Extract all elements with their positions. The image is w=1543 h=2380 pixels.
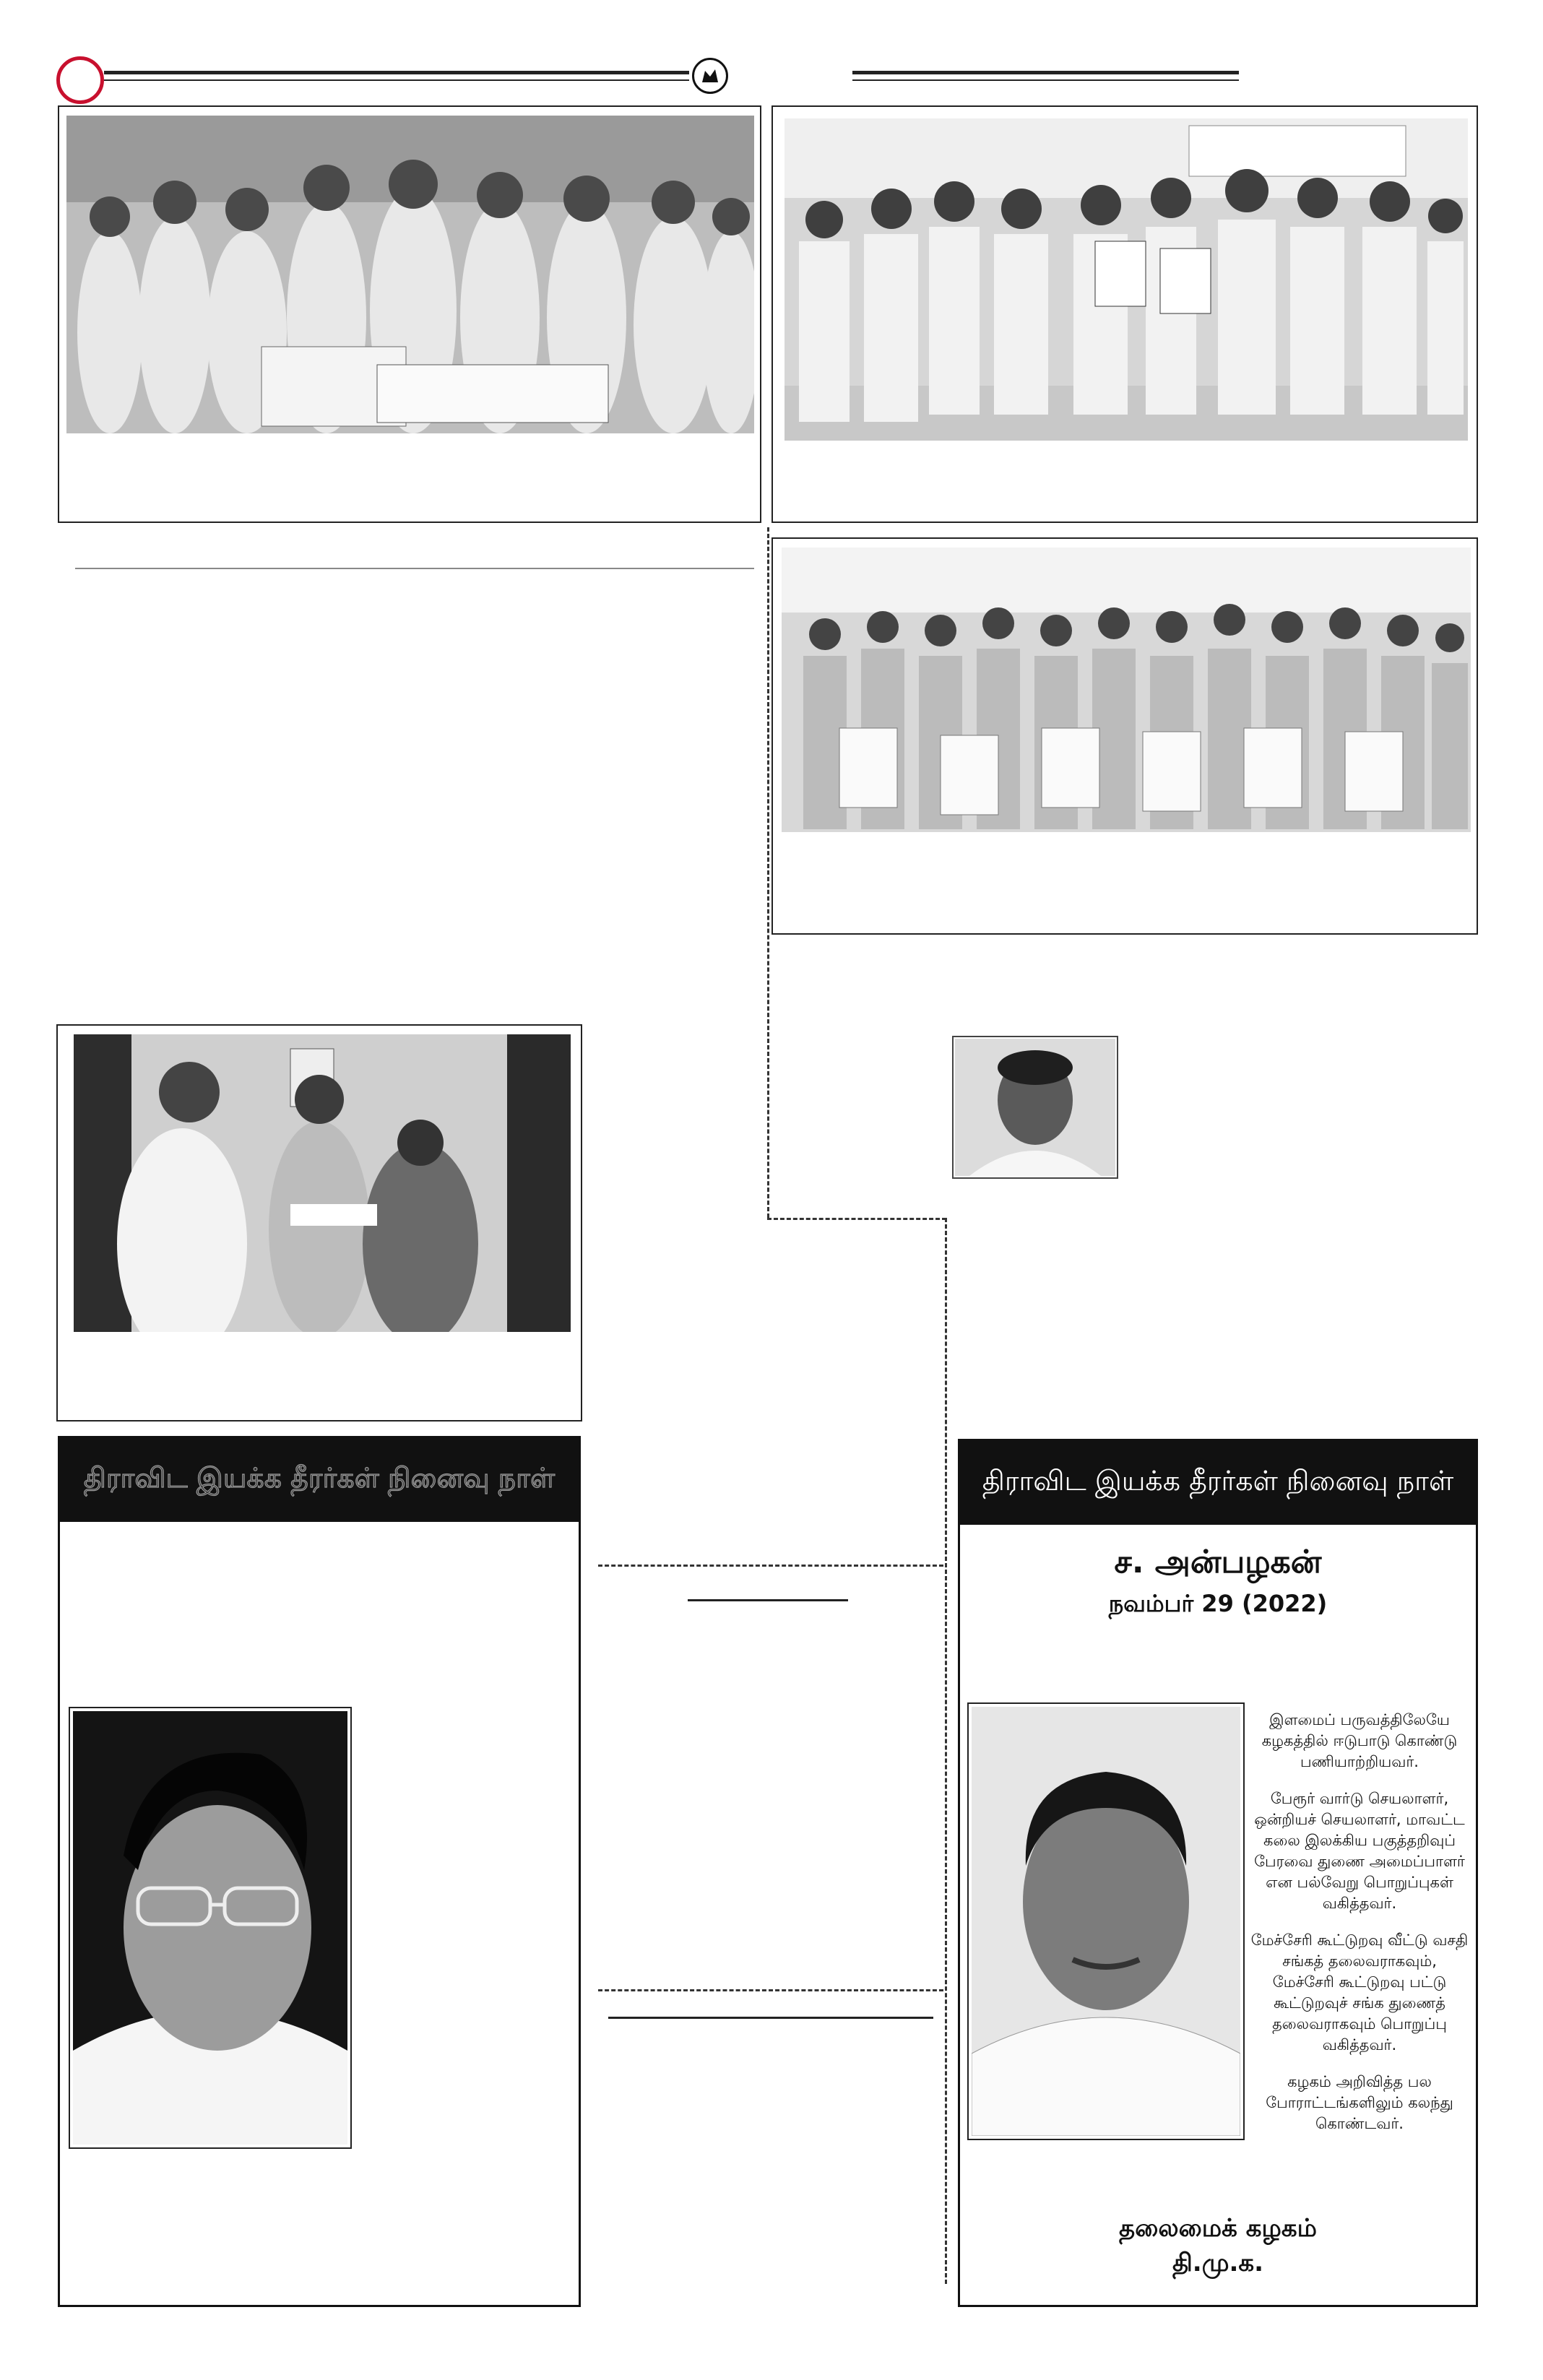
- memorial-box-right: [958, 1439, 1478, 2307]
- memorial-banner-left-text: திராவிட இயக்க தீரர்கள் நினைவு நாள்: [83, 1462, 556, 1494]
- women-welfare-distribution-photo: [782, 548, 1471, 832]
- middle-column-dash-top: [598, 1565, 943, 1567]
- memorial-bio-paragraph: கழகம் அறிவித்த பல போராட்டங்களிலும் கலந்து கொண்டவர்.: [1266, 2073, 1453, 2132]
- middle-column-rule-top: [688, 1599, 848, 1601]
- column-divider-lower: [945, 1218, 947, 2284]
- memorial-portrait-left-frame: [69, 1707, 352, 2149]
- memorial-banner-right: [960, 1441, 1476, 1525]
- column-divider-step: [767, 1218, 946, 1220]
- middle-column-rule-bottom: [608, 2017, 933, 2019]
- memorial-person-name: ச. அன்பழகன்: [1114, 1544, 1322, 1580]
- memorial-bio-paragraph: பேரூர் வார்டு செயலாளர், ஒன்றியச் செயலாளர், மாவட்ட கலை இலக்கிய பகுத்தறிவுப் பேரவை துணை அமைப்பாளர் என பல்வேறு பொறுப்புகள் வகித்தவர்.: [1254, 1790, 1465, 1912]
- memorial-bio-paragraph: மேச்சேரி கூட்டுறவு வீட்டு வசதி சங்கத் தலைவராகவும், மேச்சேரி கூட்டுறவு பட்டு கூட்டுறவுச் சங்க துணைத் தலைவராகவும் பொறுப்பு வகித்தவர்.: [1250, 1931, 1469, 2054]
- photo-box-top-right: [772, 105, 1478, 523]
- memorial-banner-right-text: திராவிட இயக்க தீரர்கள் நினைவு நாள்: [982, 1465, 1454, 1497]
- cake-cutting-event-photo: [66, 116, 754, 433]
- header-logo: [56, 56, 104, 104]
- portrait-distribution-event-photo: [785, 118, 1468, 441]
- memorial-bio-paragraph: இளமைப் பருவத்திலேயே கழகத்தில் ஈடுபாடு கொண்டு பணியாற்றியவர்.: [1261, 1711, 1458, 1770]
- leader-headshot-photo: [955, 1039, 1115, 1176]
- memorial-footer-org: தலைமைக் கழகம்: [1119, 2214, 1317, 2243]
- photo-box-middle-right: [772, 537, 1478, 935]
- door-to-door-handover-photo: [74, 1034, 571, 1332]
- header-rule-left-top: [104, 71, 689, 74]
- leader-headshot-frame: [952, 1036, 1118, 1179]
- header-rule-left-bottom: [104, 79, 689, 81]
- memorial-bio: [1250, 1710, 1469, 2150]
- photo-box-lower-left: [56, 1024, 582, 1421]
- memorial-date: நவம்பர் 29 (2022): [1108, 1590, 1328, 1617]
- memorial-footer-party: தி.மு.க.: [1172, 2249, 1264, 2277]
- memorial-portrait-left-photo: [73, 1711, 347, 2145]
- header-rule-right-top: [852, 71, 1239, 74]
- memorial-portrait-right-photo: [972, 1707, 1240, 2136]
- memorial-portrait-right-frame: [967, 1702, 1245, 2140]
- party-emblem-icon: [692, 58, 728, 94]
- photo-box-top-left: [58, 105, 761, 523]
- column-divider-upper: [767, 527, 769, 1218]
- memorial-box-left: [58, 1436, 581, 2307]
- middle-column-dash-bottom: [598, 1989, 943, 1991]
- memorial-banner-left: [60, 1438, 579, 1522]
- header-rule-right-bottom: [852, 79, 1239, 81]
- section-divider: [75, 568, 754, 569]
